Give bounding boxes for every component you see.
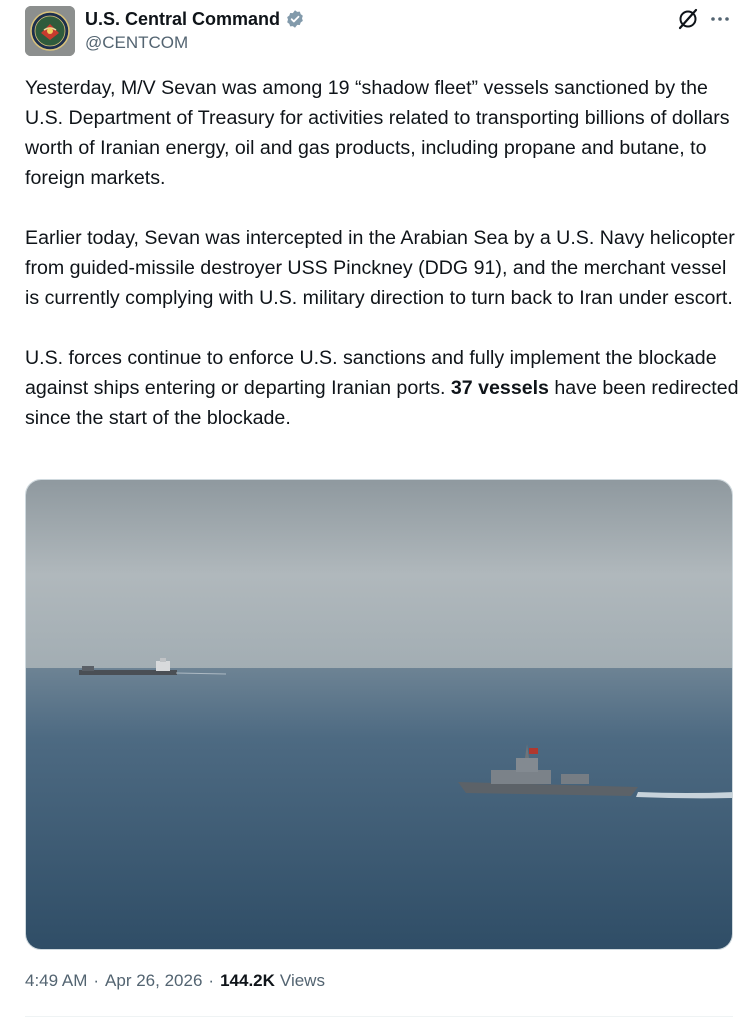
meta-separator: · [208,971,215,990]
more-options-icon [708,7,732,31]
sea-ships-photo [26,480,733,950]
meta-separator: · [93,971,100,990]
grok-icon [676,7,700,31]
vessels-count-highlight: 37 vessels [450,377,549,399]
tweet-text [25,73,740,433]
verified-badge-icon [285,9,305,29]
paragraph-3-text-end: have been redirected since the start of the blockade. [25,377,739,429]
tweet-meta [25,971,325,991]
paragraph-3-text-start: U.S. forces continue to enforce U.S. sanctions and fully implement the blockade against ships entering or departing Iranian ports. [25,347,717,399]
post-date[interactable]: Apr 26, 2026 [105,971,203,990]
tweet-photo[interactable] [25,479,733,950]
avatar[interactable] [25,6,75,56]
centcom-seal-icon [25,6,75,56]
author-handle[interactable]: @CENTCOM [85,33,189,52]
grok-button[interactable] [676,7,700,31]
tweet-paragraph-3 [25,343,740,433]
views-count[interactable]: 144.2K [220,971,275,990]
author-display-name[interactable]: U.S. Central Command [85,8,281,29]
tweet-paragraph-2: Earlier today, Sevan was intercepted in the Arabian Sea by a U.S. Navy helicopter from guided-missile destroyer USS Pinckney (DDG 91), and the merchant vessel is currently complying with U.S. military direction to turn back to Iran under escort. [25,227,735,309]
tweet-paragraph-1: Yesterday, M/V Sevan was among 19 “shadow fleet” vessels sanctioned by the U.S. Department of Treasury for activities related to transporting billions of dollars worth of Iranian energy, oil and gas products, including propane and butane, to foreign markets. [25,77,730,189]
author-name-row[interactable] [85,7,305,31]
more-options-button[interactable] [708,7,732,31]
post-time[interactable]: 4:49 AM [25,971,88,990]
divider [25,1016,733,1017]
views-label: Views [279,971,325,990]
